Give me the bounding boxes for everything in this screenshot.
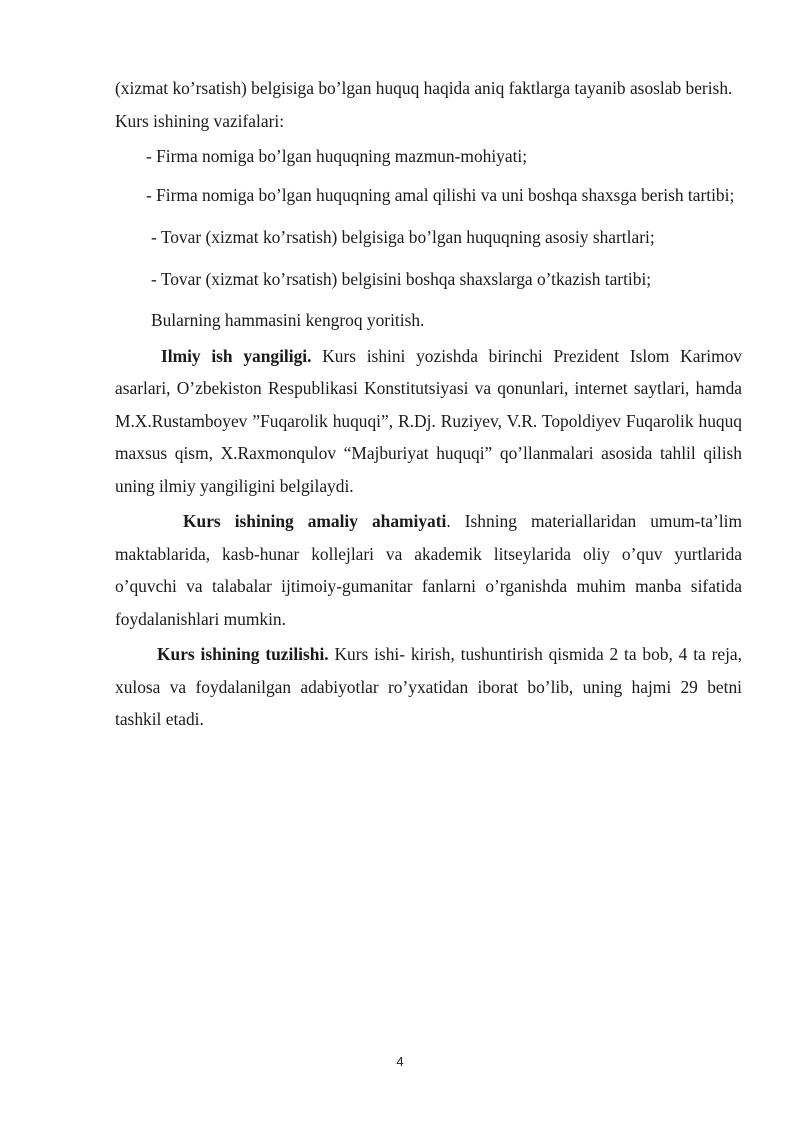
document-body (115, 72, 742, 736)
section-heading-significance: Kurs ishining amaliy ahamiyati (183, 511, 447, 531)
paragraph-structure (115, 638, 742, 736)
list-item-task-3: - Tovar (xizmat ko’rsatish) belgisiga bo’lgan huquqning asosiy shartlari; (151, 227, 655, 247)
list-item-task-1: - Firma nomiga bo’lgan huquqning mazmun-mohiyati; (146, 146, 528, 166)
section-body-significance: . Ishning materiallaridan umum-ta’lim maktablarida, kasb-hunar kollejlari va akademik litseylarida oliy o’quv yurtlarida o’quvchi va talabalar ijtimoiy-gumanitar fanlarni o’rganishda muhim manba sifatida foydalanishlari mumkin. (115, 511, 742, 629)
paragraph-tasks-heading: Kurs ishining vazifalari: (115, 110, 285, 131)
paragraph-scientific-novelty (115, 340, 742, 503)
section-heading-structure: Kurs ishining tuzilishi. (157, 644, 329, 664)
list-item-task-4: - Tovar (xizmat ko’rsatish) belgisini boshqa shaxslarga o’tkazish tartibi; (151, 268, 652, 289)
page-number: 4 (396, 1054, 404, 1069)
paragraph-summary: Bularning hammasini kengroq yoritish. (151, 310, 425, 330)
paragraph-intro-continuation: (xizmat ko’rsatish) belgisiga bo’lgan huquq haqida aniq faktlarga tayanib asoslab berish. (115, 78, 733, 98)
section-body-structure: Kurs ishi- kirish, tushuntirish qismida 2 ta bob, 4 ta reja, xulosa va foydalanilgan adabiyotlar ro’yxatidan iborat bo’lib, uning hajmi 29 betni tashkil etadi. (115, 644, 742, 729)
section-heading-novelty: Ilmiy ish yangiligi. (161, 345, 312, 366)
section-body-novelty: Kurs ishini yozishda birinchi Prezident Islom Karimov asarlari, O’zbekiston Respublikasi Konstitutsiyasi va qonunlari, internet saytlari, hamda M.X.Rustamboyev ”Fuqarolik huquqi”, R.Dj. Ruziyev, V.R. Topoldiyev Fuqarolik huquq maxsus qism, X.Raxmonqulov “Majburiyat huquqi” qo’llanmalari asosida tahlil qilish uning ilmiy yangiligini belgilaydi. (115, 345, 742, 496)
list-item-task-2: - Firma nomiga bo’lgan huquqning amal qilishi va uni boshqa shaxsga berish tartibi; (146, 184, 735, 205)
paragraph-practical-significance (115, 505, 742, 635)
